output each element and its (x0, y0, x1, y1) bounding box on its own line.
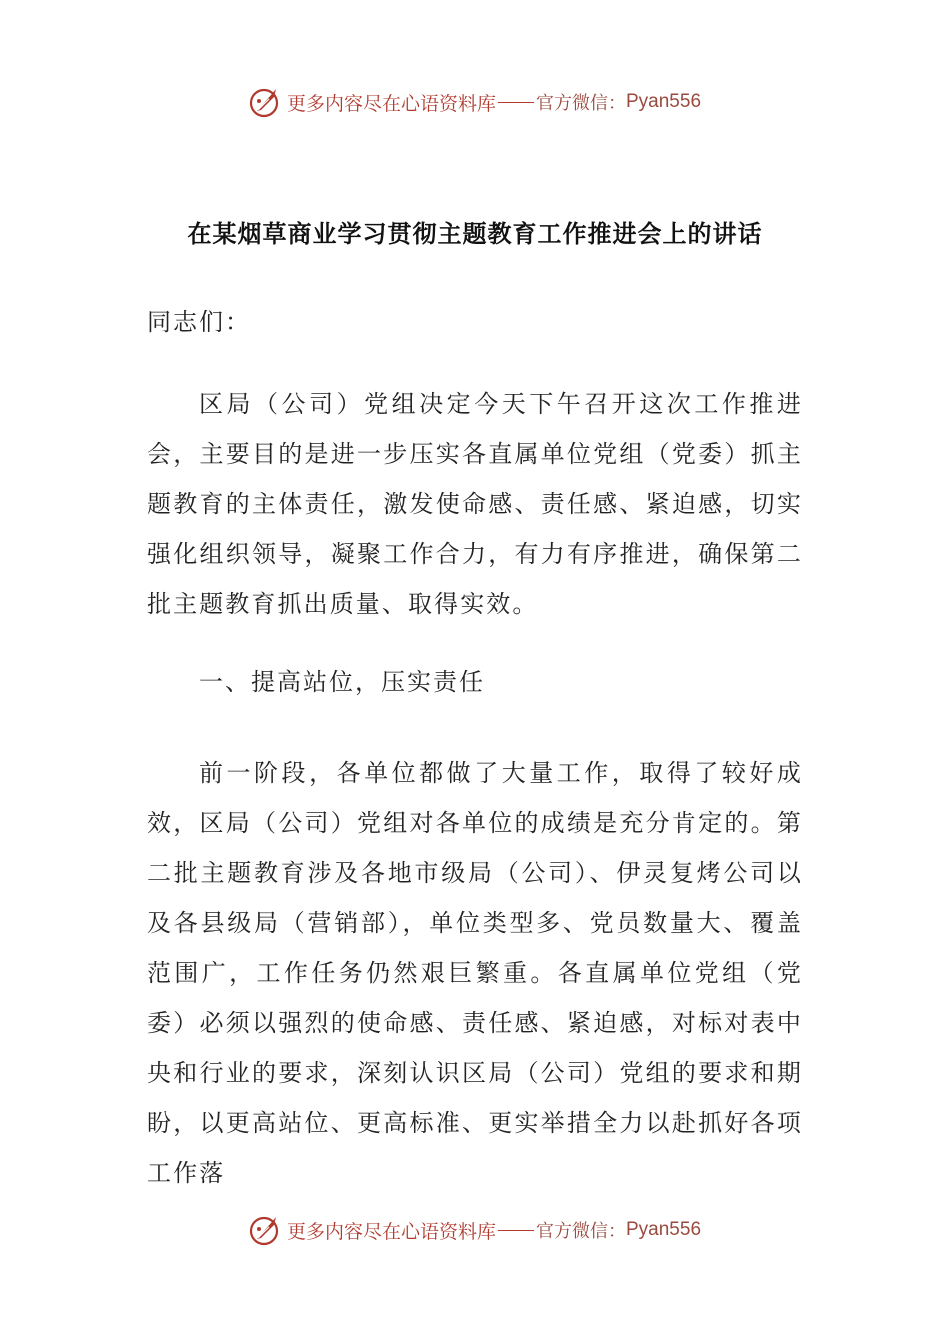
quill-pen-logo-icon (249, 85, 283, 119)
banner-dash (498, 102, 534, 103)
document-title: 在某烟草商业学习贯彻主题教育工作推进会上的讲话 (187, 220, 763, 248)
banner-site-text: 更多内容尽在心语资料库 (286, 1220, 496, 1243)
paragraph-1: 区局（公司）党组决定今天下午召开这次工作推进会，主要目的是进一步压实各直属单位党组（党委）抓主题教育的主体责任，激发使命感、责任感、紧迫感，切实强化组织领导，凝聚工作合力，有力有序推进，确保第二批主题教育抓出质量、取得实效。 (147, 390, 803, 618)
section-1-heading: 一、提高站位，压实责任 (199, 668, 485, 696)
banner-wechat-label: 官方微信： (536, 93, 626, 114)
salutation: 同志们： (147, 308, 251, 336)
footer-banner (0, 1210, 950, 1250)
banner-wechat-id: Pyan556 (626, 91, 702, 112)
banner-dash (498, 1230, 534, 1231)
header-banner (0, 82, 950, 122)
quill-pen-logo-icon (249, 1213, 283, 1247)
banner-site-text: 更多内容尽在心语资料库 (286, 92, 496, 115)
banner-wechat-id: Pyan556 (626, 1219, 702, 1240)
banner-wechat-label: 官方微信： (536, 1221, 626, 1242)
paragraph-2: 前一阶段，各单位都做了大量工作，取得了较好成效，区局（公司）党组对各单位的成绩是充分肯定的。第二批主题教育涉及各地市级局（公司）、伊灵复烤公司以及各县级局（营销部），单位类型多、党员数量大、覆盖范围广，工作任务仍然艰巨繁重。各直属单位党组（党委）必须以强烈的使命感、责任感、紧迫感，对标对表中央和行业的要求，深刻认识区局（公司）党组的要求和期盼，以更高站位、更高标准、更实举措全力以赴抓好各项工作落 (147, 759, 803, 1187)
